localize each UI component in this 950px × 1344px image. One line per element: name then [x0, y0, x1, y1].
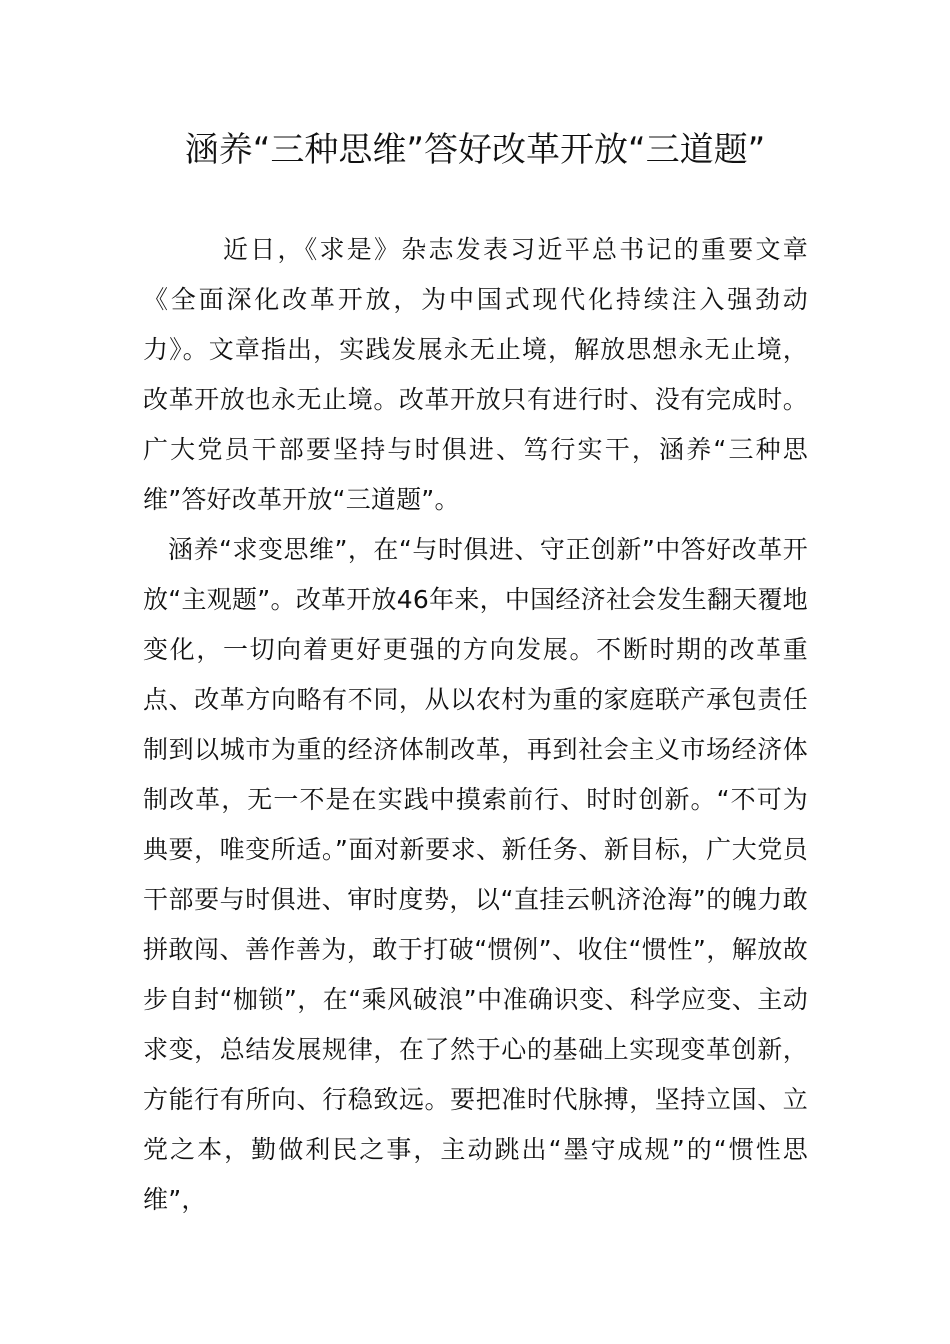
document-title: 涵养“三种思维”答好改革开放“三道题” — [184, 130, 766, 170]
paragraph-intro: 近日，《求是》杂志发表习近平总书记的重要文章《全面深化改革开放，为中国式现代化持续注入强劲动力》。文章指出，实践发展永无止境，解放思想永无止境，改革开放也永无止境。改革开放只有进行时、没有完成时。广大党员干部要坚持与时俱进、笃行实干，涵养“三种思维”答好改革开放“三道题”。 — [143, 235, 808, 514]
paragraph-change-thinking: 涵养“求变思维”，在“与时俱进、守正创新”中答好改革开放“主观题”。改革开放46年来，中国经济社会发生翻天覆地变化，一切向着更好更强的方向发展。不断时期的改革重点、改革方向略有不同，从以农村为重的家庭联产承包责任制到以城市为重的经济体制改革，再到社会主义市场经济体制改革，无一不是在实践中摸索前行、时时创新。“不可为典要，唯变所适。”面对新要求、新任务、新目标，广大党员干部要与时俱进、审时度势，以“直挂云帆济沧海”的魄力敢拼敢闯、善作善为，敢于打破“惯例”、收住“惯性”，解放故步自封“枷锁”，在“乘风破浪”中准确识变、科学应变、主动求变，总结发展规律，在了然于心的基础上实现变革创新，方能行有所向、行稳致远。要把准时代脉搏，坚持立国、立党之本，勤做利民之事，主动跳出“墨守成规”的“惯性思维”， — [143, 535, 808, 1214]
